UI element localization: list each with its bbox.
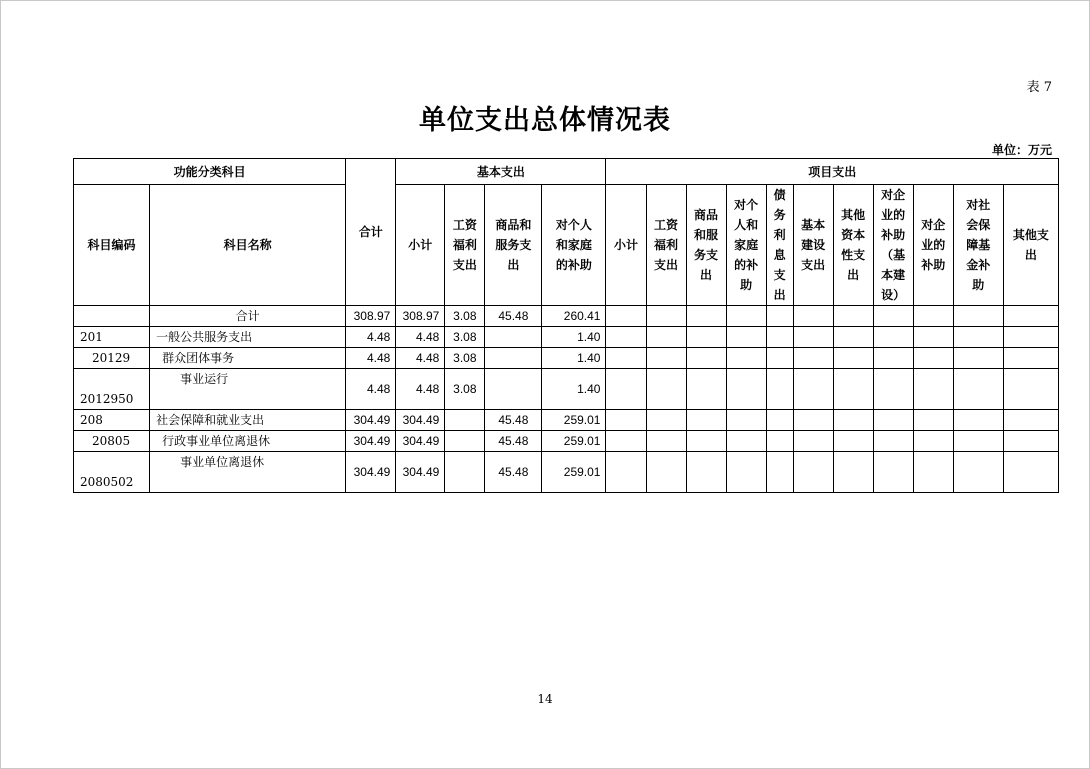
expenditure-table: [73, 158, 1059, 493]
header-basic: 基本支出: [396, 159, 606, 185]
row-subtotal: 4.48: [396, 327, 445, 348]
row-total: 304.49: [346, 410, 396, 431]
row-name: 一般公共服务支出: [150, 327, 346, 348]
row-individual: 259.01: [542, 410, 606, 431]
row-name: 群众团体事务: [150, 348, 346, 369]
row-individual: 1.40: [542, 327, 606, 348]
row-individual: 1.40: [542, 369, 606, 410]
row-total: 4.48: [346, 327, 396, 348]
header-project-col: 对企 业的 补助 （基 本建 设）: [873, 185, 913, 306]
table-row: [74, 327, 1059, 348]
row-wage: 3.08: [445, 348, 485, 369]
table-row: [74, 431, 1059, 452]
row-goods: [485, 348, 542, 369]
header-sub-row: [74, 185, 1059, 306]
row-code: 201: [74, 327, 150, 348]
header-project-col: 工资 福利 支出: [646, 185, 686, 306]
page-title: 单位支出总体情况表: [419, 105, 671, 136]
row-subtotal: 304.49: [396, 431, 445, 452]
row-name: 社会保障和就业支出: [150, 410, 346, 431]
row-total: 304.49: [346, 431, 396, 452]
header-basic-col: 小计: [396, 185, 445, 306]
row-code: 20805: [74, 431, 150, 452]
row-code: [74, 306, 150, 327]
row-code: 2080502: [74, 452, 150, 493]
header-project-col: 其他支 出: [1003, 185, 1058, 306]
header-project-col: 对个 人和 家庭 的补 助: [726, 185, 766, 306]
page-number: 14: [537, 692, 553, 706]
row-total: 4.48: [346, 369, 396, 410]
row-individual: 259.01: [542, 431, 606, 452]
header-func-class: 功能分类科目: [74, 159, 346, 185]
header-project-col: 对企 业的 补助: [913, 185, 953, 306]
row-wage: [445, 452, 485, 493]
header-project-col: 债 务 利 息 支 出: [766, 185, 793, 306]
row-code: 20129: [74, 348, 150, 369]
row-subtotal: 308.97: [396, 306, 445, 327]
header-project-col: 小计: [606, 185, 646, 306]
header-project: 项目支出: [606, 159, 1059, 185]
header-basic-col: 工资 福利 支出: [445, 185, 485, 306]
row-name: 合计: [150, 306, 346, 327]
table-number: 表 7: [1026, 80, 1052, 95]
row-subtotal: 4.48: [396, 369, 445, 410]
row-wage: 3.08: [445, 369, 485, 410]
header-total: 合计: [346, 159, 396, 306]
table-row: [74, 369, 1059, 410]
header-basic-col: 商品和 服务支 出: [485, 185, 542, 306]
header-project-col: 基本 建设 支出: [793, 185, 833, 306]
row-individual: 1.40: [542, 348, 606, 369]
row-individual: 260.41: [542, 306, 606, 327]
unit-label: 单位：万元: [991, 143, 1052, 157]
header-code: 科目编码: [74, 185, 150, 306]
row-goods: 45.48: [485, 452, 542, 493]
header-name: 科目名称: [150, 185, 346, 306]
table-row: [74, 348, 1059, 369]
row-name: 事业单位离退休: [150, 452, 346, 493]
row-subtotal: 304.49: [396, 410, 445, 431]
row-goods: 45.48: [485, 306, 542, 327]
row-goods: 45.48: [485, 431, 542, 452]
header-basic-col: 对个人 和家庭 的补助: [542, 185, 606, 306]
row-name: 事业运行: [150, 369, 346, 410]
row-goods: [485, 369, 542, 410]
table-row: [74, 306, 1059, 327]
header-project-col: 对社 会保 障基 金补 助: [953, 185, 1003, 306]
header-project-col: 其他 资本 性支 出: [833, 185, 873, 306]
row-total: 4.48: [346, 348, 396, 369]
row-total: 304.49: [346, 452, 396, 493]
row-code: 2012950: [74, 369, 150, 410]
row-code: 208: [74, 410, 150, 431]
row-wage: [445, 431, 485, 452]
row-wage: [445, 410, 485, 431]
row-goods: 45.48: [485, 410, 542, 431]
table-row: [74, 452, 1059, 493]
row-subtotal: 304.49: [396, 452, 445, 493]
row-subtotal: 4.48: [396, 348, 445, 369]
row-name: 行政事业单位离退休: [150, 431, 346, 452]
row-goods: [485, 327, 542, 348]
table-row: [74, 410, 1059, 431]
row-wage: 3.08: [445, 327, 485, 348]
row-individual: 259.01: [542, 452, 606, 493]
row-wage: 3.08: [445, 306, 485, 327]
row-total: 308.97: [346, 306, 396, 327]
header-project-col: 商品 和服 务支 出: [686, 185, 726, 306]
